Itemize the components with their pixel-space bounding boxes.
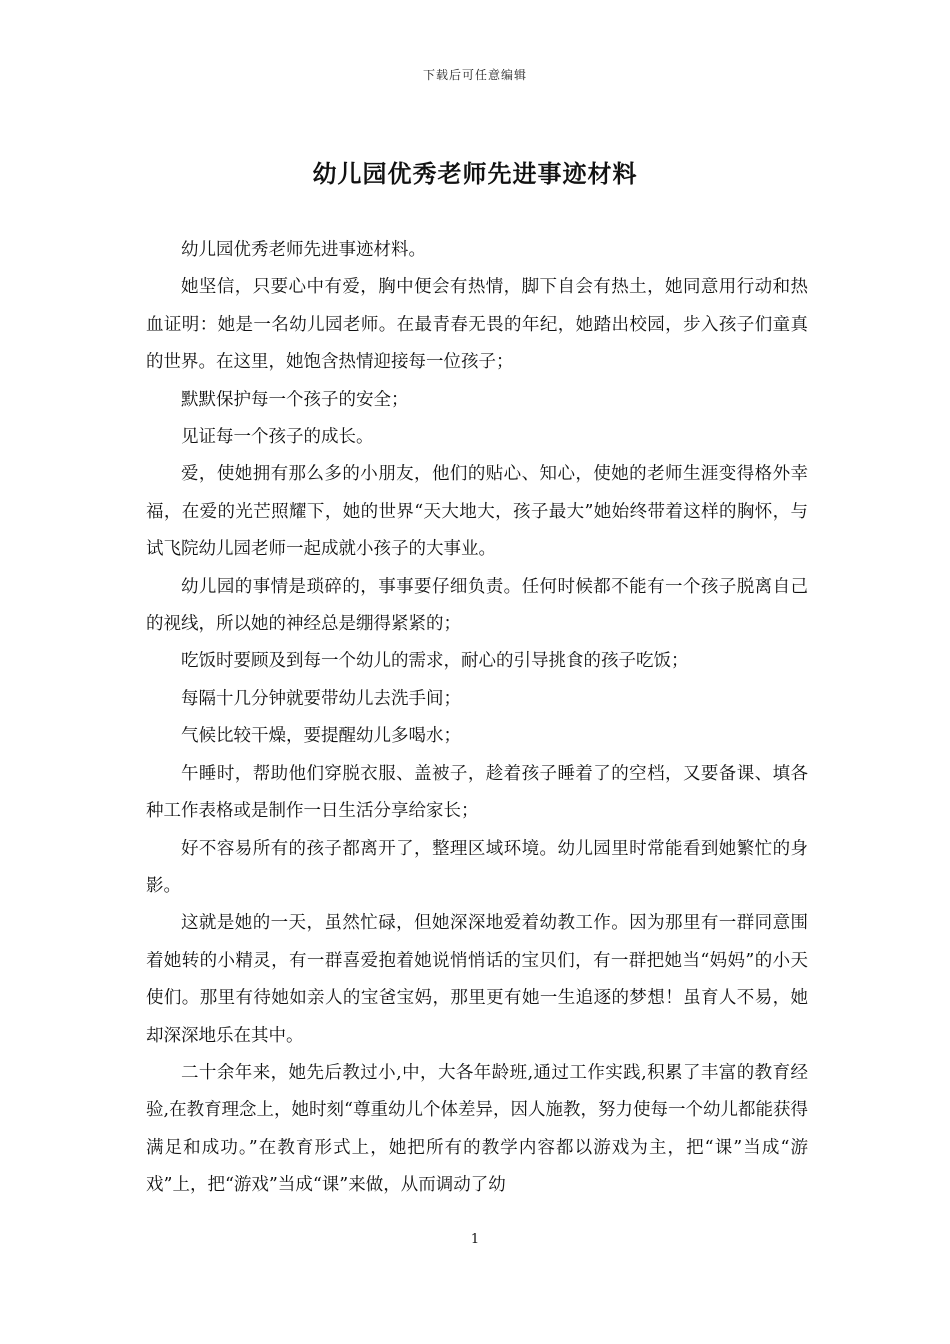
- paragraph: 爱，使她拥有那么多的小朋友，他们的贴心、知心，使她的老师生涯变得格外幸福，在爱的光芒照耀下，她的世界“天大地大，孩子最大”她始终带着这样的胸怀，与试飞院幼儿园老师一起成就小孩子的大事业。: [146, 464, 808, 560]
- paragraph: 二十余年来，她先后教过小,中，大各年龄班,通过工作实践,积累了丰富的教育经验,在教育理念上，她时刻“尊重幼儿个体差异，因人施教，努力使每一个幼儿都能获得满足和成功。”在教育形式上，她把所有的教学内容都以游戏为主，把“课”当成“游戏”上，把“游戏”当成“课”来做，从而调动了幼: [146, 1062, 809, 1196]
- paragraph: 默默保护每一个孩子的安全；: [181, 389, 409, 410]
- paragraph: 见证每一个孩子的成长。: [181, 427, 374, 448]
- page-number: 1: [470, 1232, 480, 1247]
- paragraph: 幼儿园优秀老师先进事迹材料。: [181, 240, 426, 260]
- paragraph: 气候比较干燥，要提醒幼儿多喝水；: [181, 726, 461, 747]
- paragraph: 每隔十几分钟就要带幼儿去洗手间；: [181, 688, 461, 709]
- document-body: [146, 232, 808, 1205]
- header-note: 下载后可任意编辑: [422, 68, 527, 82]
- document-title: 幼儿园优秀老师先进事迹材料: [312, 159, 638, 188]
- paragraph: 午睡时，帮助他们穿脱衣服、盖被子，趁着孩子睡着了的空档，又要备课、填各种工作表格或是制作一日生活分享给家长；: [146, 763, 808, 822]
- paragraph: 吃饭时要顾及到每一个幼儿的需求，耐心的引导挑食的孩子吃饭；: [181, 651, 689, 672]
- paragraph: 幼儿园的事情是琐碎的，事事要仔细负责。任何时候都不能有一个孩子脱离自己的视线，所以她的神经总是绷得紧紧的；: [146, 576, 808, 635]
- paragraph: 好不容易所有的孩子都离开了，整理区域环境。幼儿园里时常能看到她繁忙的身影。: [146, 838, 808, 896]
- paragraph: 这就是她的一天，虽然忙碌，但她深深地爱着幼教工作。因为那里有一群同意围着她转的小精灵，有一群喜爱抱着她说悄悄话的宝贝们，有一群把她当“妈妈”的小天使们。那里有待她如亲人的宝爸宝妈，那里更有她一生追逐的梦想！虽育人不易，她却深深地乐在其中。: [146, 913, 808, 1046]
- paragraph: 她坚信，只要心中有爱，胸中便会有热情，脚下自会有热土，她同意用行动和热血证明：她是一名幼儿园老师。在最青春无畏的年纪，她踏出校园，步入孩子们童真的世界。在这里，她饱含热情迎接每一位孩子；: [146, 277, 808, 373]
